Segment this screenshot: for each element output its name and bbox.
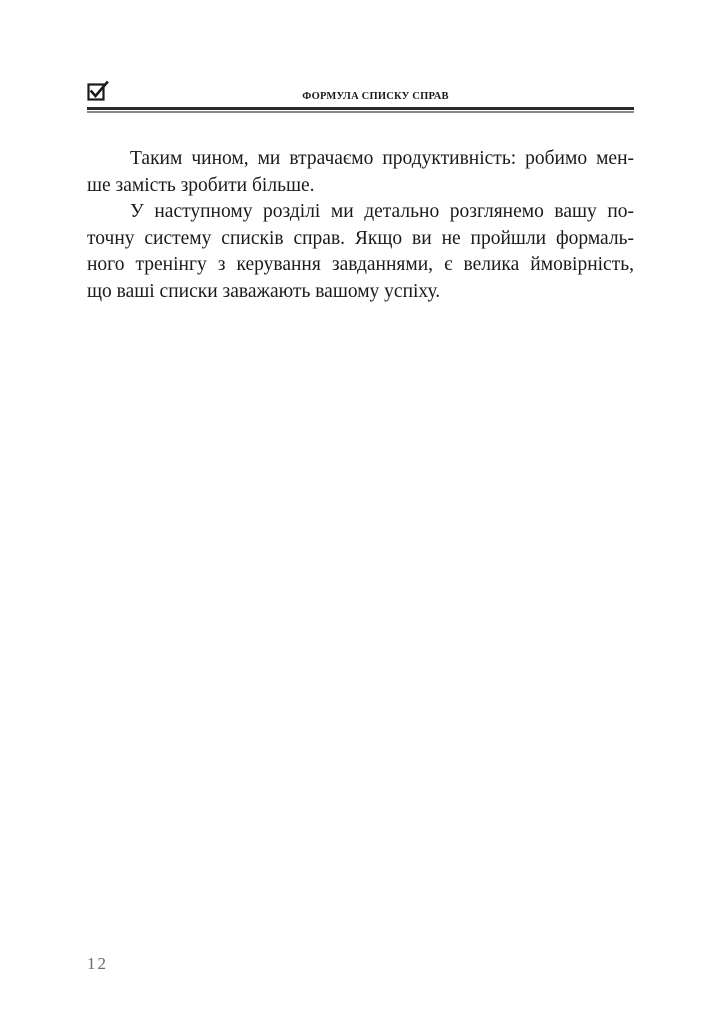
page-number: 12 (87, 954, 108, 973)
page-header (87, 80, 634, 116)
paragraph-1 (87, 146, 634, 199)
running-head: ФОРМУЛА СПИСКУ СПРАВ (302, 91, 449, 102)
text-line: точну систему списків справ. Якщо ви не пройшли формаль- (87, 227, 634, 249)
text-line: ше замість зробити більше. (87, 174, 315, 196)
paragraph-2 (87, 199, 634, 305)
text-line: ного тренінгу з керування завданнями, є велика ймовірність, (87, 254, 634, 275)
text-line: що ваші списки заважають вашому успіху. (87, 280, 441, 302)
text-line: У наступному розділі ми детально розглянемо вашу по- (130, 201, 634, 222)
text-line: Таким чином, ми втрачаємо продуктивність: робимо мен- (130, 148, 634, 169)
header-rule-thin (87, 111, 634, 113)
body-text (87, 146, 634, 305)
header-rule-thick (87, 107, 634, 110)
